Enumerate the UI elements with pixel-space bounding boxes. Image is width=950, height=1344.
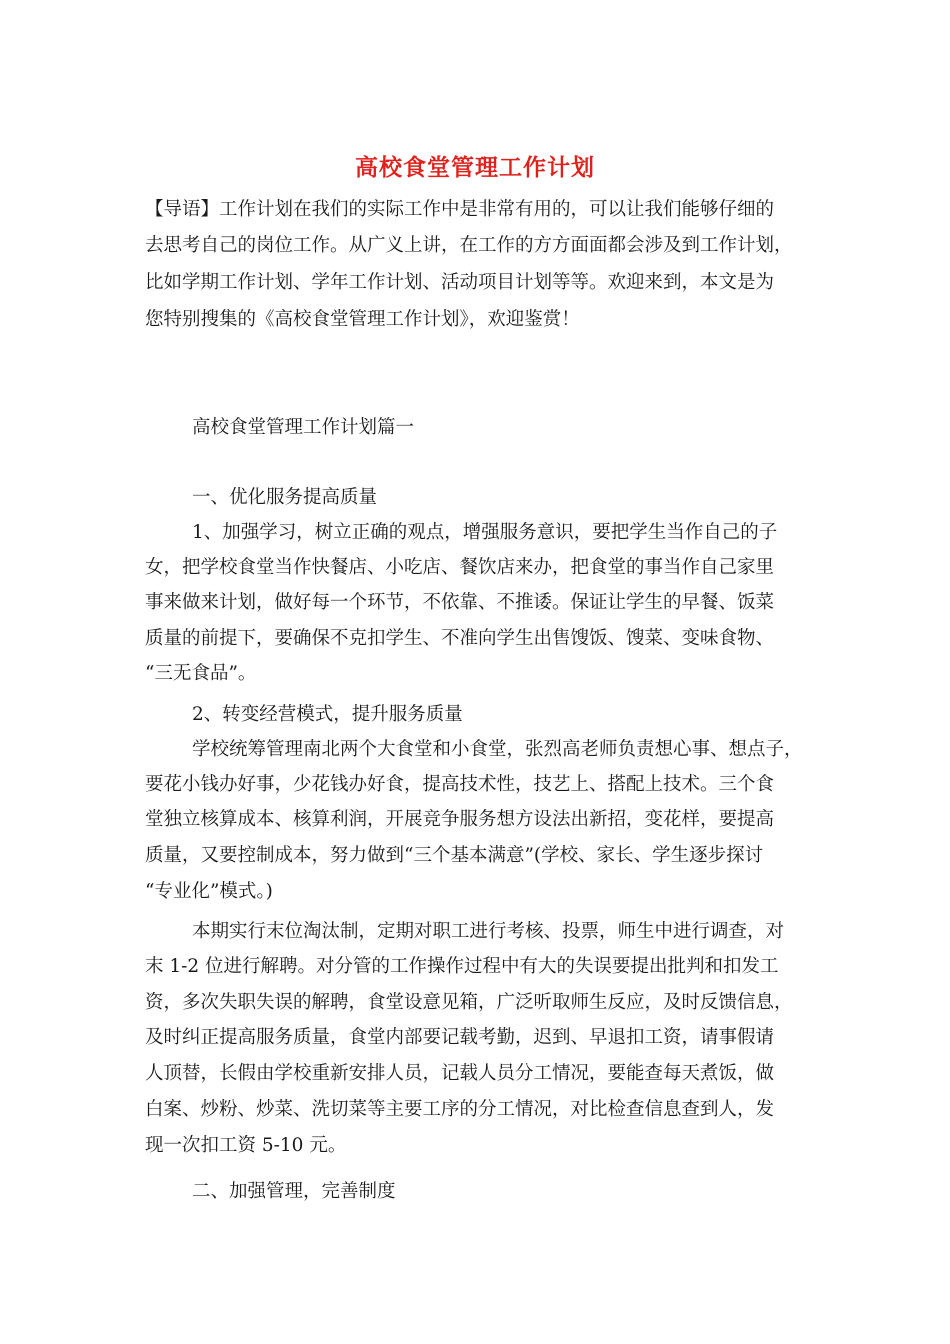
paragraph-line: 本期实行末位淘汰制，定期对职工进行考核、投票，师生中进行调查，对 [192,921,785,942]
paragraph-line: 要花小钱办好事，少花钱办好食，提高技术性，技艺上、搭配上技术。三个食 [145,774,775,795]
paragraph-line: “三无食品”。 [145,663,257,684]
subsection-heading: 2、转变经营模式，提升服务质量 [192,704,463,725]
paragraph-line: “专业化”模式。) [145,881,273,902]
paragraph-line: 女，把学校食堂当作快餐店、小吃店、餐饮店来办，把食堂的事当作自己家里 [145,557,775,578]
intro-line: 去思考自己的岗位工作。从广义上讲，在工作的方方面面都会涉及到工作计划， [145,235,793,256]
paragraph-line: 学校统筹管理南北两个大食堂和小食堂，张烈高老师负责想心事、想点子， [192,739,803,760]
paragraph-line: 人顶替，长假由学校重新安排人员，记载人员分工情况，要能查每天煮饭，做 [145,1063,775,1084]
paragraph-line: 及时纠正提高服务质量，食堂内部要记载考勤，迟到、早退扣工资，请事假请 [145,1027,775,1048]
intro-line: 【导语】工作计划在我们的实际工作中是非常有用的，可以让我们能够仔细的 [145,199,775,220]
section-heading: 二、加强管理，完善制度 [192,1181,396,1202]
paragraph-line: 1、加强学习，树立正确的观点，增强服务意识，要把学生当作自己的子 [192,522,778,543]
paragraph-line: 末 1-2 位进行解聘。对分管的工作操作过程中有大的失误要提出批判和扣发工 [145,956,779,977]
paragraph-line: 白案、炒粉、炒菜、洗切菜等主要工序的分工情况，对比检查信息查到人，发 [145,1099,775,1120]
paragraph-line: 质量，又要控制成本，努力做到“三个基本满意”(学校、家长、学生逐步探讨 [145,845,764,866]
article-heading: 高校食堂管理工作计划篇一 [192,417,415,438]
intro-line: 您特别搜集的《高校食堂管理工作计划》，欢迎鉴赏！ [145,309,580,330]
paragraph-line: 资，多次失职失误的解聘，食堂设意见箱，广泛听取师生反应，及时反馈信息， [145,992,793,1013]
paragraph-line: 质量的前提下，要确保不克扣学生、不准向学生出售馊饭、馊菜、变味食物、 [145,628,775,649]
section-heading: 一、优化服务提高质量 [192,487,378,508]
paragraph-line: 事来做来计划，做好每一个环节，不依靠、不推诿。保证让学生的早餐、饭菜 [145,592,775,613]
document-title: 高校食堂管理工作计划 [355,154,595,181]
intro-line: 比如学期工作计划、学年工作计划、活动项目计划等等。欢迎来到，本文是为 [145,272,775,293]
paragraph-line: 现一次扣工资 5-10 元。 [145,1135,347,1156]
paragraph-line: 堂独立核算成本、核算利润，开展竞争服务想方设法出新招，变花样，要提高 [145,809,775,830]
